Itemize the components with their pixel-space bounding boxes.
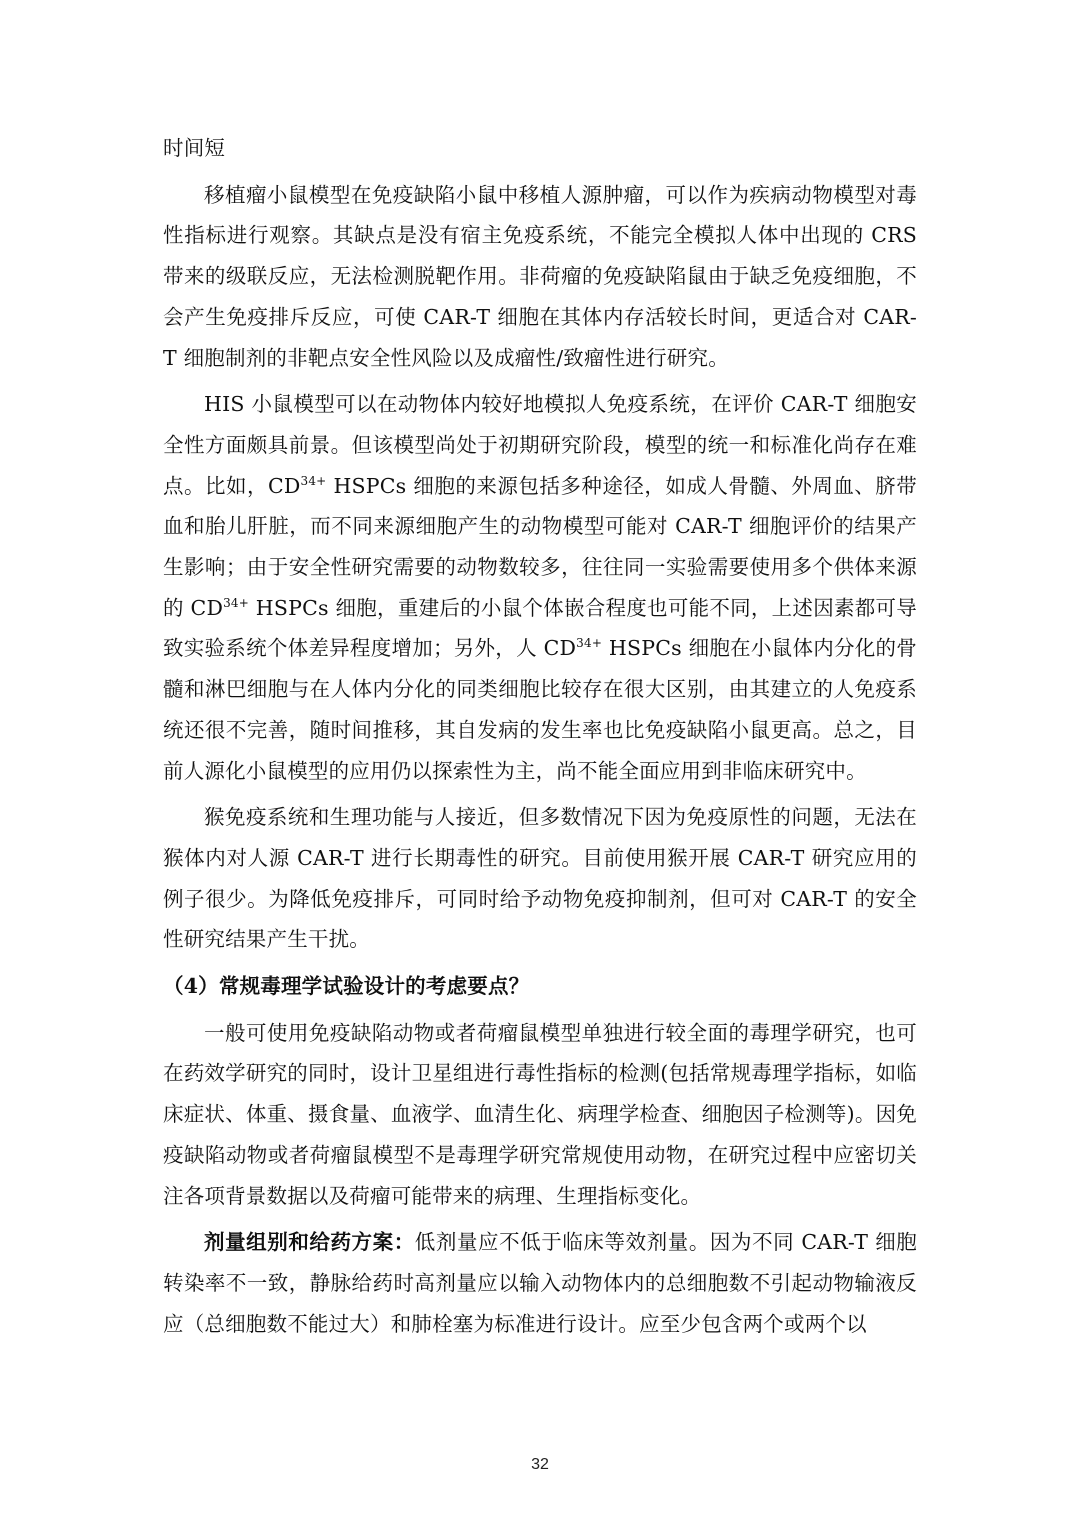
his-text-1: HIS 小鼠模型可以在动物体内较好地模拟人免疫系统，在评价 CAR-T 细胞安全性方面颇具前景。但该模型尚处于初期研究阶段，模型的统一和标准化尚存在难点。比如，CD: [163, 392, 917, 498]
paragraph-monkey-model: 猴免疫系统和生理功能与人接近，但多数情况下因为免疫原性的问题，无法在猴体内对人源 CAR-T 进行长期毒性的研究。目前使用猴开展 CAR-T 研究应用的例子很少。为降低免疫排斥，可同时给予动物免疫抑制剂，但可对 CAR-T 的安全性研究结果产生干扰。: [163, 805, 917, 952]
paragraph-his-mouse-model: [163, 384, 917, 791]
page-content: [163, 128, 917, 1350]
dose-groups-label: 剂量组别和给药方案：: [204, 1230, 415, 1255]
his-text-4: HSPCs 细胞在小鼠体内分化的骨髓和淋巴细胞与在人体内分化的同类细胞比较存在很大区别，由其建立的人免疫系统还很不完善，随时间推移，其自发病的发生率也比免疫缺陷小鼠更高。总之，目前人源化小鼠模型的应用仍以探索性为主，尚不能全面应用到非临床研究中。: [163, 636, 917, 783]
his-text-3: HSPCs 细胞，重建后的小鼠个体嵌合程度也可能不同，上述因素都可导致实验系统个体差异程度增加；另外，人 CD: [163, 595, 917, 661]
paragraph-toxicology-design: 一般可使用免疫缺陷动物或者荷瘤鼠模型单独进行较全面的毒理学研究，也可在药效学研究的同时，设计卫星组进行毒性指标的检测(包括常规毒理学指标，如临床症状、体重、摄食量、血液学、血清生化、病理学检查、细胞因子检测等)。因免疫缺陷动物或者荷瘤鼠模型不是毒理学研究常规使用动物，在研究过程中应密切关注各项背景数据以及荷瘤可能带来的病理、生理指标变化。: [163, 1020, 917, 1208]
superscript-34plus: 34+: [300, 473, 327, 488]
page-number: 32: [531, 1456, 549, 1473]
paragraph-continuation: 时间短: [163, 136, 226, 160]
dose-groups-text: 低剂量应不低于临床等效剂量。因为不同 CAR-T 细胞转染率不一致，静脉给药时高剂量应以输入动物体内的总细胞数不引起动物输液反应（总细胞数不能过大）和肺栓塞为标准进行设计。应至少包含两个或两个以: [163, 1230, 917, 1336]
section-heading: （4）常规毒理学试验设计的考虑要点？: [163, 974, 530, 999]
paragraph-dose-groups: [163, 1222, 917, 1344]
his-text-2: HSPCs 细胞的来源包括多种途径，如成人骨髓、外周血、脐带血和胎儿肝脏，而不同来源细胞产生的动物模型可能对 CAR-T 细胞评价的结果产生影响；由于安全性研究需要的动物数较多，往往同一实验需要使用多个供体来源的 CD: [163, 473, 918, 620]
paragraph-xenograft-model: 移植瘤小鼠模型在免疫缺陷小鼠中移植人源肿瘤，可以作为疾病动物模型对毒性指标进行观察。其缺点是没有宿主免疫系统，不能完全模拟人体中出现的 CRS 带来的级联反应，无法检测脱靶作用。非荷瘤的免疫缺陷鼠由于缺乏免疫细胞，不会产生免疫排斥反应，可使 CAR-T 细胞在其体内存活较长时间，更适合对 CAR-T 细胞制剂的非靶点安全性风险以及成瘤性/致瘤性进行研究。: [163, 182, 917, 370]
superscript-34plus: 34+: [576, 636, 603, 651]
superscript-34plus: 34+: [223, 595, 250, 610]
